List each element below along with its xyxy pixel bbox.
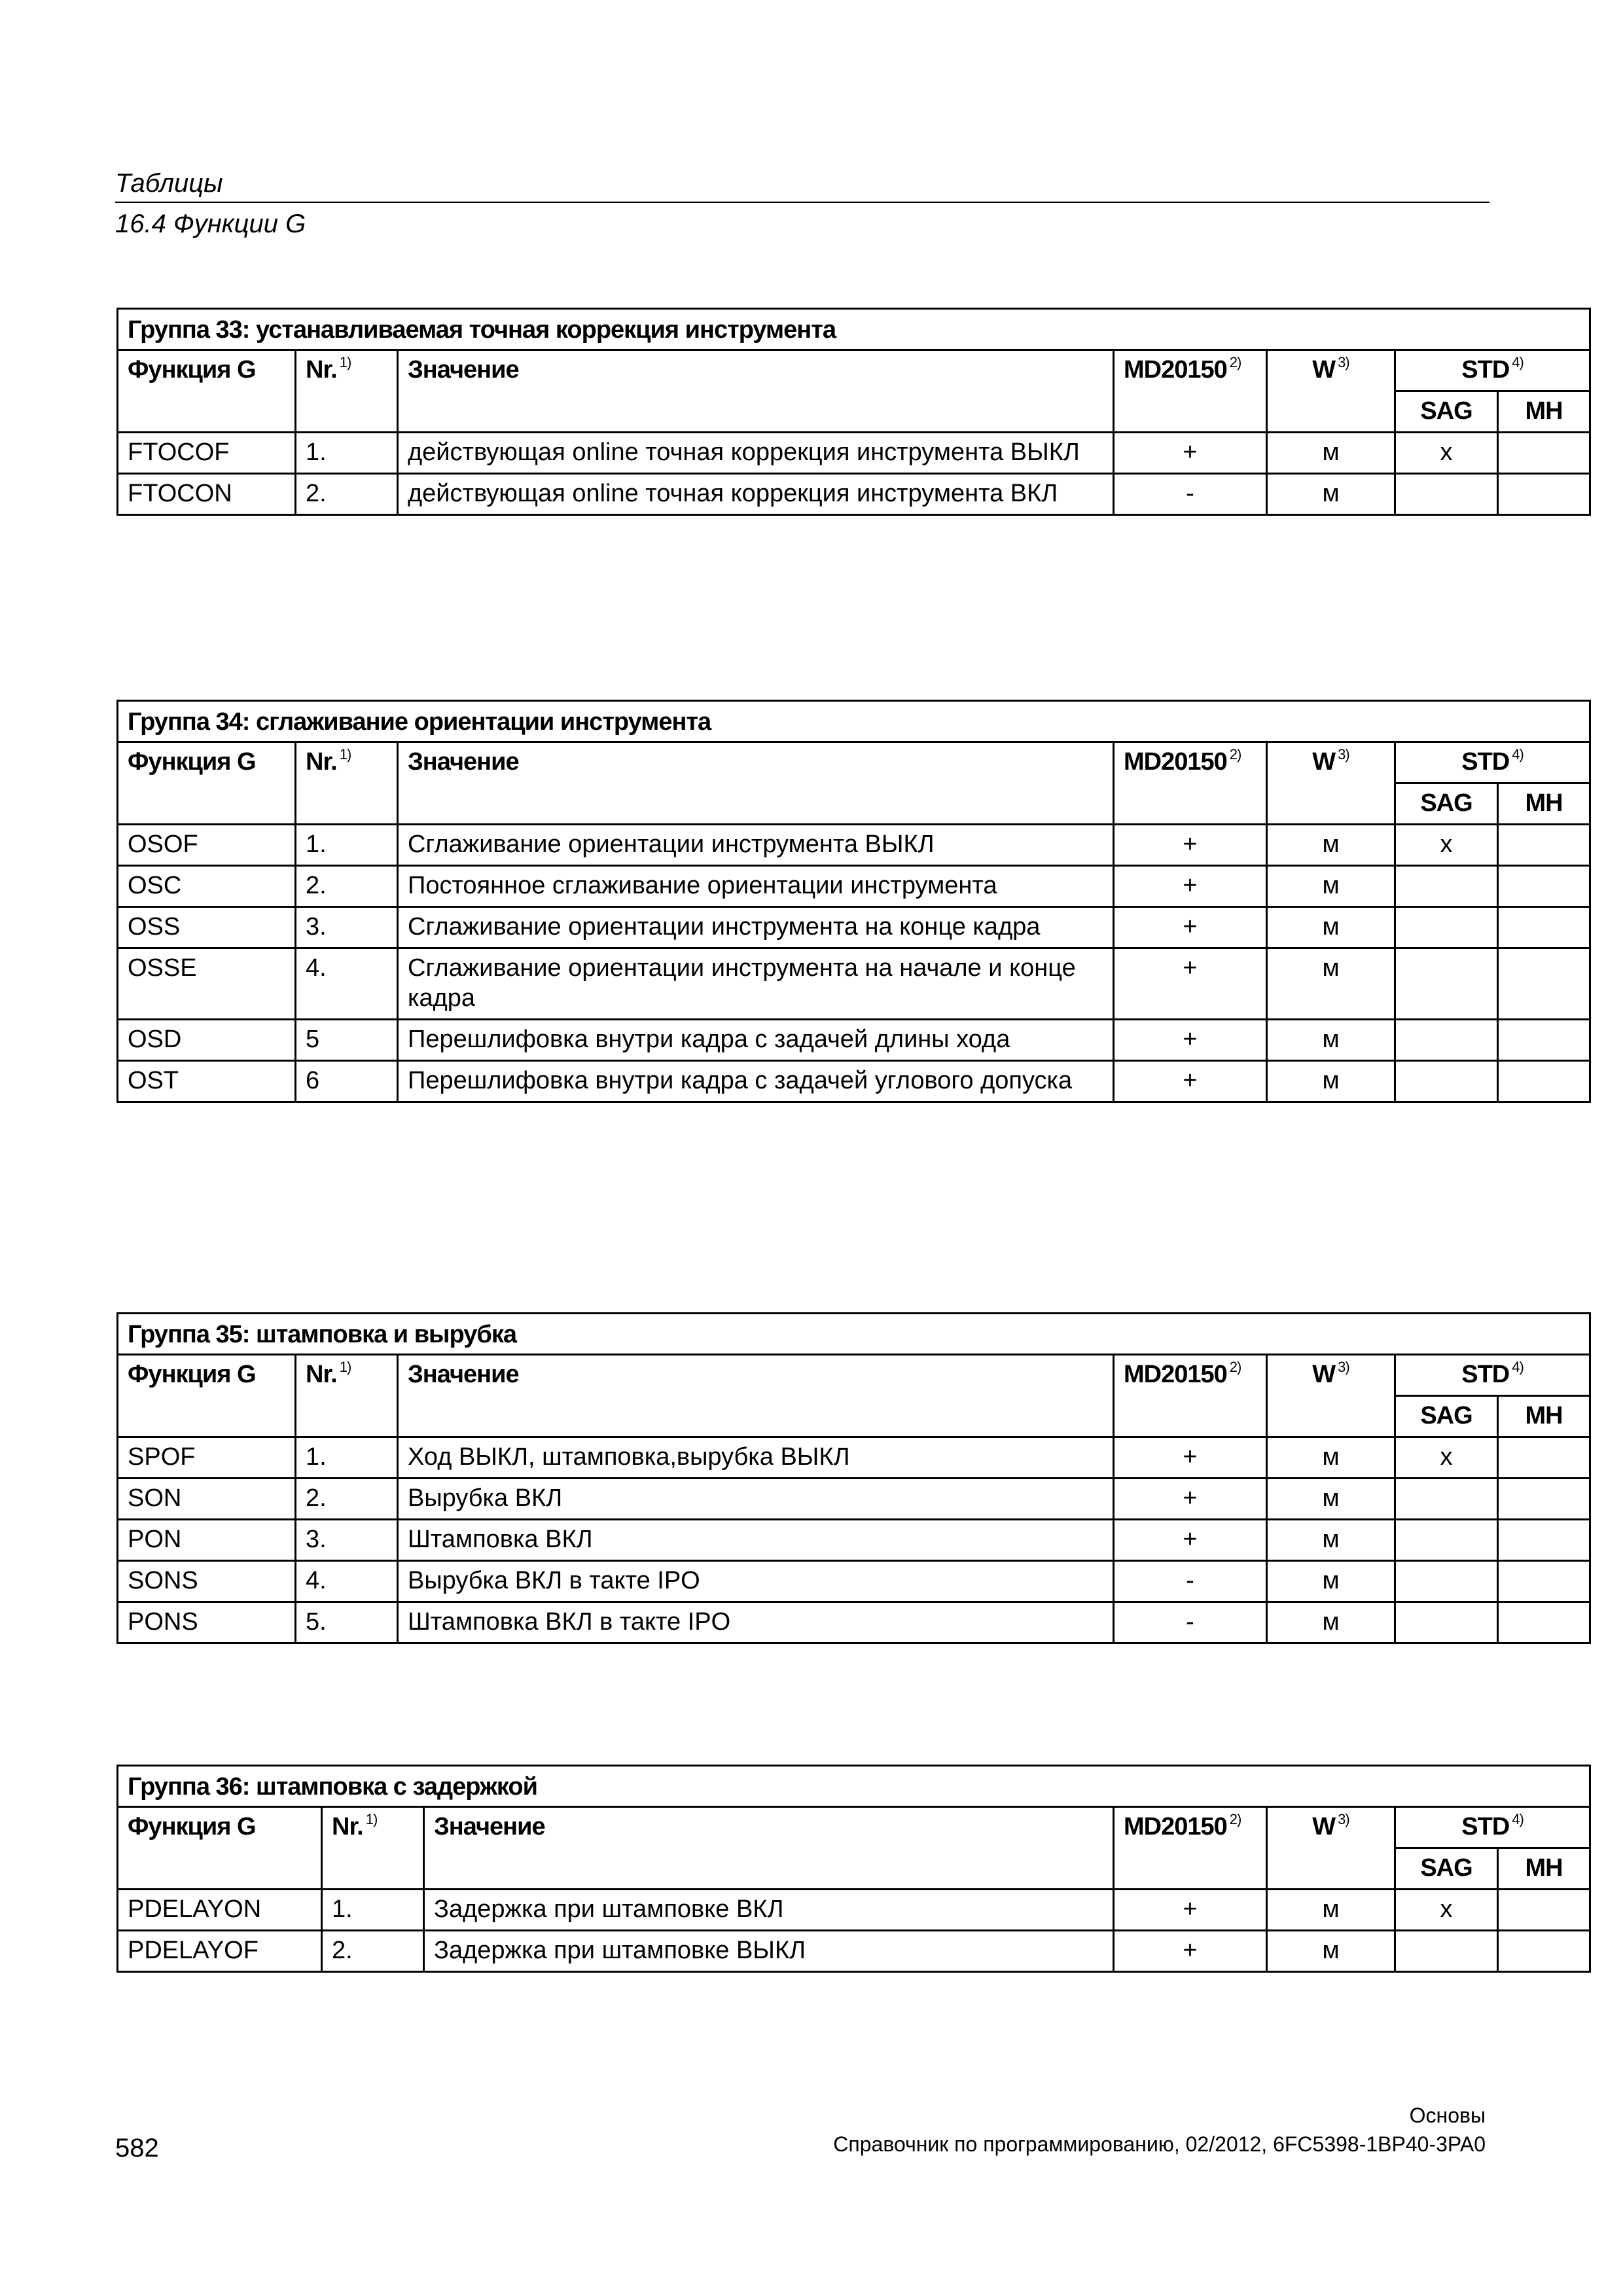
cell-sag: x: [1395, 825, 1498, 866]
cell-function: SPOF: [118, 1437, 296, 1479]
cell-meaning: Задержка при штамповке ВКЛ: [424, 1890, 1114, 1931]
col-header-w: W $^{3)}$: [1267, 1355, 1395, 1437]
cell-w: м: [1267, 907, 1395, 948]
cell-mh: [1498, 433, 1590, 474]
cell-function: PONS: [118, 1602, 296, 1643]
cell-md20150: +: [1114, 948, 1267, 1020]
cell-w: м: [1267, 825, 1395, 866]
cell-meaning: Сглаживание ориентации инструмента на начале и конце кадра: [398, 948, 1114, 1020]
table-group-34: [116, 700, 1591, 1103]
cell-nr: 1.: [296, 825, 398, 866]
table-row: [118, 1479, 1590, 1520]
cell-function: OSC: [118, 866, 296, 907]
cell-w: м: [1267, 1931, 1395, 1972]
cell-meaning: Перешлифовка внутри кадра с задачей углового допуска: [398, 1061, 1114, 1102]
cell-mh: [1498, 948, 1590, 1020]
col-header-function: Функция G: [118, 1355, 296, 1437]
cell-nr: 1.: [322, 1890, 424, 1931]
cell-meaning: Сглаживание ориентации инструмента на конце кадра: [398, 907, 1114, 948]
cell-function: SONS: [118, 1561, 296, 1602]
footer-doc-name: Основы: [1409, 2104, 1486, 2127]
cell-meaning: Перешлифовка внутри кадра с задачей длины хода: [398, 1020, 1114, 1061]
table-row: [118, 907, 1590, 948]
table-title: Группа 36: штамповка с задержкой: [118, 1766, 1590, 1807]
table-row: [118, 1561, 1590, 1602]
cell-md20150: +: [1114, 907, 1267, 948]
col-header-mh: MH: [1498, 391, 1590, 433]
cell-function: OSS: [118, 907, 296, 948]
cell-nr: 1.: [296, 433, 398, 474]
cell-function: FTOCOF: [118, 433, 296, 474]
cell-mh: [1498, 1020, 1590, 1061]
table-group-36: [116, 1765, 1591, 1973]
page-number: 582: [115, 2134, 159, 2162]
cell-w: м: [1267, 1602, 1395, 1643]
cell-md20150: +: [1114, 1520, 1267, 1561]
cell-nr: 2.: [322, 1931, 424, 1972]
cell-w: м: [1267, 1479, 1395, 1520]
cell-w: м: [1267, 1520, 1395, 1561]
cell-function: OSSE: [118, 948, 296, 1020]
cell-meaning: Вырубка ВКЛ в такте IPO: [398, 1561, 1114, 1602]
cell-sag: [1395, 866, 1498, 907]
col-header-meaning: Значение: [398, 350, 1114, 433]
cell-function: PDELAYON: [118, 1890, 322, 1931]
cell-md20150: +: [1114, 1437, 1267, 1479]
cell-nr: 3.: [296, 907, 398, 948]
cell-sag: [1395, 907, 1498, 948]
col-header-std: STD $^{4)}$: [1395, 1355, 1590, 1396]
cell-nr: 4.: [296, 1561, 398, 1602]
col-header-md20150: MD20150 $^{2)}$: [1114, 1355, 1267, 1437]
cell-md20150: -: [1114, 474, 1267, 515]
header-rule: [115, 202, 1489, 203]
col-header-sag: SAG: [1395, 1396, 1498, 1437]
cell-w: м: [1267, 1890, 1395, 1931]
cell-md20150: +: [1114, 1061, 1267, 1102]
cell-nr: 5: [296, 1020, 398, 1061]
table-row: [118, 1931, 1590, 1972]
cell-w: м: [1267, 1561, 1395, 1602]
cell-sag: x: [1395, 1437, 1498, 1479]
cell-nr: 5.: [296, 1602, 398, 1643]
cell-mh: [1498, 1061, 1590, 1102]
cell-nr: 1.: [296, 1437, 398, 1479]
table-row: [118, 1602, 1590, 1643]
col-header-w: W $^{3)}$: [1267, 350, 1395, 433]
cell-meaning: Задержка при штамповке ВЫКЛ: [424, 1931, 1114, 1972]
cell-nr: 2.: [296, 866, 398, 907]
col-header-nr: Nr. $^{1)}$: [296, 1355, 398, 1437]
cell-function: PDELAYOF: [118, 1931, 322, 1972]
cell-meaning: Штамповка ВКЛ: [398, 1520, 1114, 1561]
table-title: Группа 33: устанавливаемая точная коррекция инструмента: [118, 309, 1590, 350]
table-group-35: [116, 1312, 1591, 1644]
cell-sag: [1395, 474, 1498, 515]
table-row: [118, 1020, 1590, 1061]
cell-meaning: Штамповка ВКЛ в такте IPO: [398, 1602, 1114, 1643]
cell-mh: [1498, 1437, 1590, 1479]
table-row: [118, 433, 1590, 474]
cell-w: м: [1267, 948, 1395, 1020]
footer-doc-details: Справочник по программированию, 02/2012, 6FC5398-1BP40-3PA0: [833, 2132, 1486, 2156]
cell-md20150: +: [1114, 433, 1267, 474]
col-header-meaning: Значение: [424, 1807, 1114, 1890]
col-header-nr: Nr. $^{1)}$: [296, 350, 398, 433]
cell-md20150: +: [1114, 1931, 1267, 1972]
cell-meaning: действующая online точная коррекция инструмента ВКЛ: [398, 474, 1114, 515]
col-header-nr: Nr. $^{1)}$: [296, 742, 398, 825]
table-row: [118, 1437, 1590, 1479]
cell-mh: [1498, 825, 1590, 866]
col-header-function: Функция G: [118, 1807, 322, 1890]
cell-sag: [1395, 948, 1498, 1020]
col-header-meaning: Значение: [398, 742, 1114, 825]
cell-w: м: [1267, 1020, 1395, 1061]
cell-mh: [1498, 1602, 1590, 1643]
col-header-meaning: Значение: [398, 1355, 1114, 1437]
col-header-std: STD $^{4)}$: [1395, 350, 1590, 391]
running-header-chapter: Таблицы: [115, 169, 223, 198]
cell-function: PON: [118, 1520, 296, 1561]
cell-function: FTOCON: [118, 474, 296, 515]
col-header-std: STD $^{4)}$: [1395, 1807, 1590, 1848]
cell-md20150: +: [1114, 825, 1267, 866]
cell-sag: [1395, 1520, 1498, 1561]
cell-w: м: [1267, 1061, 1395, 1102]
table-row: [118, 1890, 1590, 1931]
cell-meaning: Постоянное сглаживание ориентации инструмента: [398, 866, 1114, 907]
cell-sag: [1395, 1479, 1498, 1520]
cell-md20150: +: [1114, 1020, 1267, 1061]
col-header-function: Функция G: [118, 350, 296, 433]
cell-sag: [1395, 1931, 1498, 1972]
cell-w: м: [1267, 433, 1395, 474]
col-header-mh: MH: [1498, 1396, 1590, 1437]
cell-md20150: -: [1114, 1561, 1267, 1602]
col-header-mh: MH: [1498, 783, 1590, 825]
cell-mh: [1498, 907, 1590, 948]
col-header-sag: SAG: [1395, 783, 1498, 825]
col-header-function: Функция G: [118, 742, 296, 825]
col-header-sag: SAG: [1395, 1848, 1498, 1890]
cell-mh: [1498, 1890, 1590, 1931]
cell-mh: [1498, 474, 1590, 515]
cell-function: SON: [118, 1479, 296, 1520]
cell-sag: x: [1395, 433, 1498, 474]
running-header-section: 16.4 Функции G: [115, 209, 306, 238]
table-row: [118, 1520, 1590, 1561]
cell-function: OSD: [118, 1020, 296, 1061]
col-header-nr: Nr. $^{1)}$: [322, 1807, 424, 1890]
cell-sag: [1395, 1061, 1498, 1102]
cell-md20150: -: [1114, 1602, 1267, 1643]
col-header-w: W $^{3)}$: [1267, 1807, 1395, 1890]
table-group-33: [116, 308, 1591, 516]
cell-nr: 2.: [296, 1479, 398, 1520]
cell-mh: [1498, 1520, 1590, 1561]
cell-meaning: Ход ВЫКЛ, штамповка,вырубка ВЫКЛ: [398, 1437, 1114, 1479]
cell-nr: 4.: [296, 948, 398, 1020]
table-row: [118, 948, 1590, 1020]
col-header-std: STD $^{4)}$: [1395, 742, 1590, 783]
cell-mh: [1498, 1479, 1590, 1520]
footer-document-info: [833, 2101, 1486, 2159]
cell-w: м: [1267, 1437, 1395, 1479]
cell-w: м: [1267, 474, 1395, 515]
table-row: [118, 1061, 1590, 1102]
cell-mh: [1498, 866, 1590, 907]
table-row: [118, 866, 1590, 907]
col-header-md20150: MD20150 $^{2)}$: [1114, 350, 1267, 433]
cell-meaning: Сглаживание ориентации инструмента ВЫКЛ: [398, 825, 1114, 866]
cell-sag: [1395, 1020, 1498, 1061]
cell-nr: 3.: [296, 1520, 398, 1561]
cell-meaning: Вырубка ВКЛ: [398, 1479, 1114, 1520]
cell-sag: [1395, 1561, 1498, 1602]
col-header-md20150: MD20150 $^{2)}$: [1114, 742, 1267, 825]
cell-w: м: [1267, 866, 1395, 907]
col-header-w: W $^{3)}$: [1267, 742, 1395, 825]
table-row: [118, 474, 1590, 515]
col-header-mh: MH: [1498, 1848, 1590, 1890]
cell-function: OST: [118, 1061, 296, 1102]
cell-sag: [1395, 1602, 1498, 1643]
table-title: Группа 34: сглаживание ориентации инструмента: [118, 701, 1590, 742]
cell-function: OSOF: [118, 825, 296, 866]
cell-md20150: +: [1114, 1890, 1267, 1931]
table-title: Группа 35: штамповка и вырубка: [118, 1314, 1590, 1355]
cell-nr: 6: [296, 1061, 398, 1102]
cell-nr: 2.: [296, 474, 398, 515]
cell-md20150: +: [1114, 1479, 1267, 1520]
table-row: [118, 825, 1590, 866]
cell-meaning: действующая online точная коррекция инструмента ВЫКЛ: [398, 433, 1114, 474]
cell-mh: [1498, 1561, 1590, 1602]
cell-sag: x: [1395, 1890, 1498, 1931]
cell-md20150: +: [1114, 866, 1267, 907]
cell-mh: [1498, 1931, 1590, 1972]
col-header-sag: SAG: [1395, 391, 1498, 433]
col-header-md20150: MD20150 $^{2)}$: [1114, 1807, 1267, 1890]
